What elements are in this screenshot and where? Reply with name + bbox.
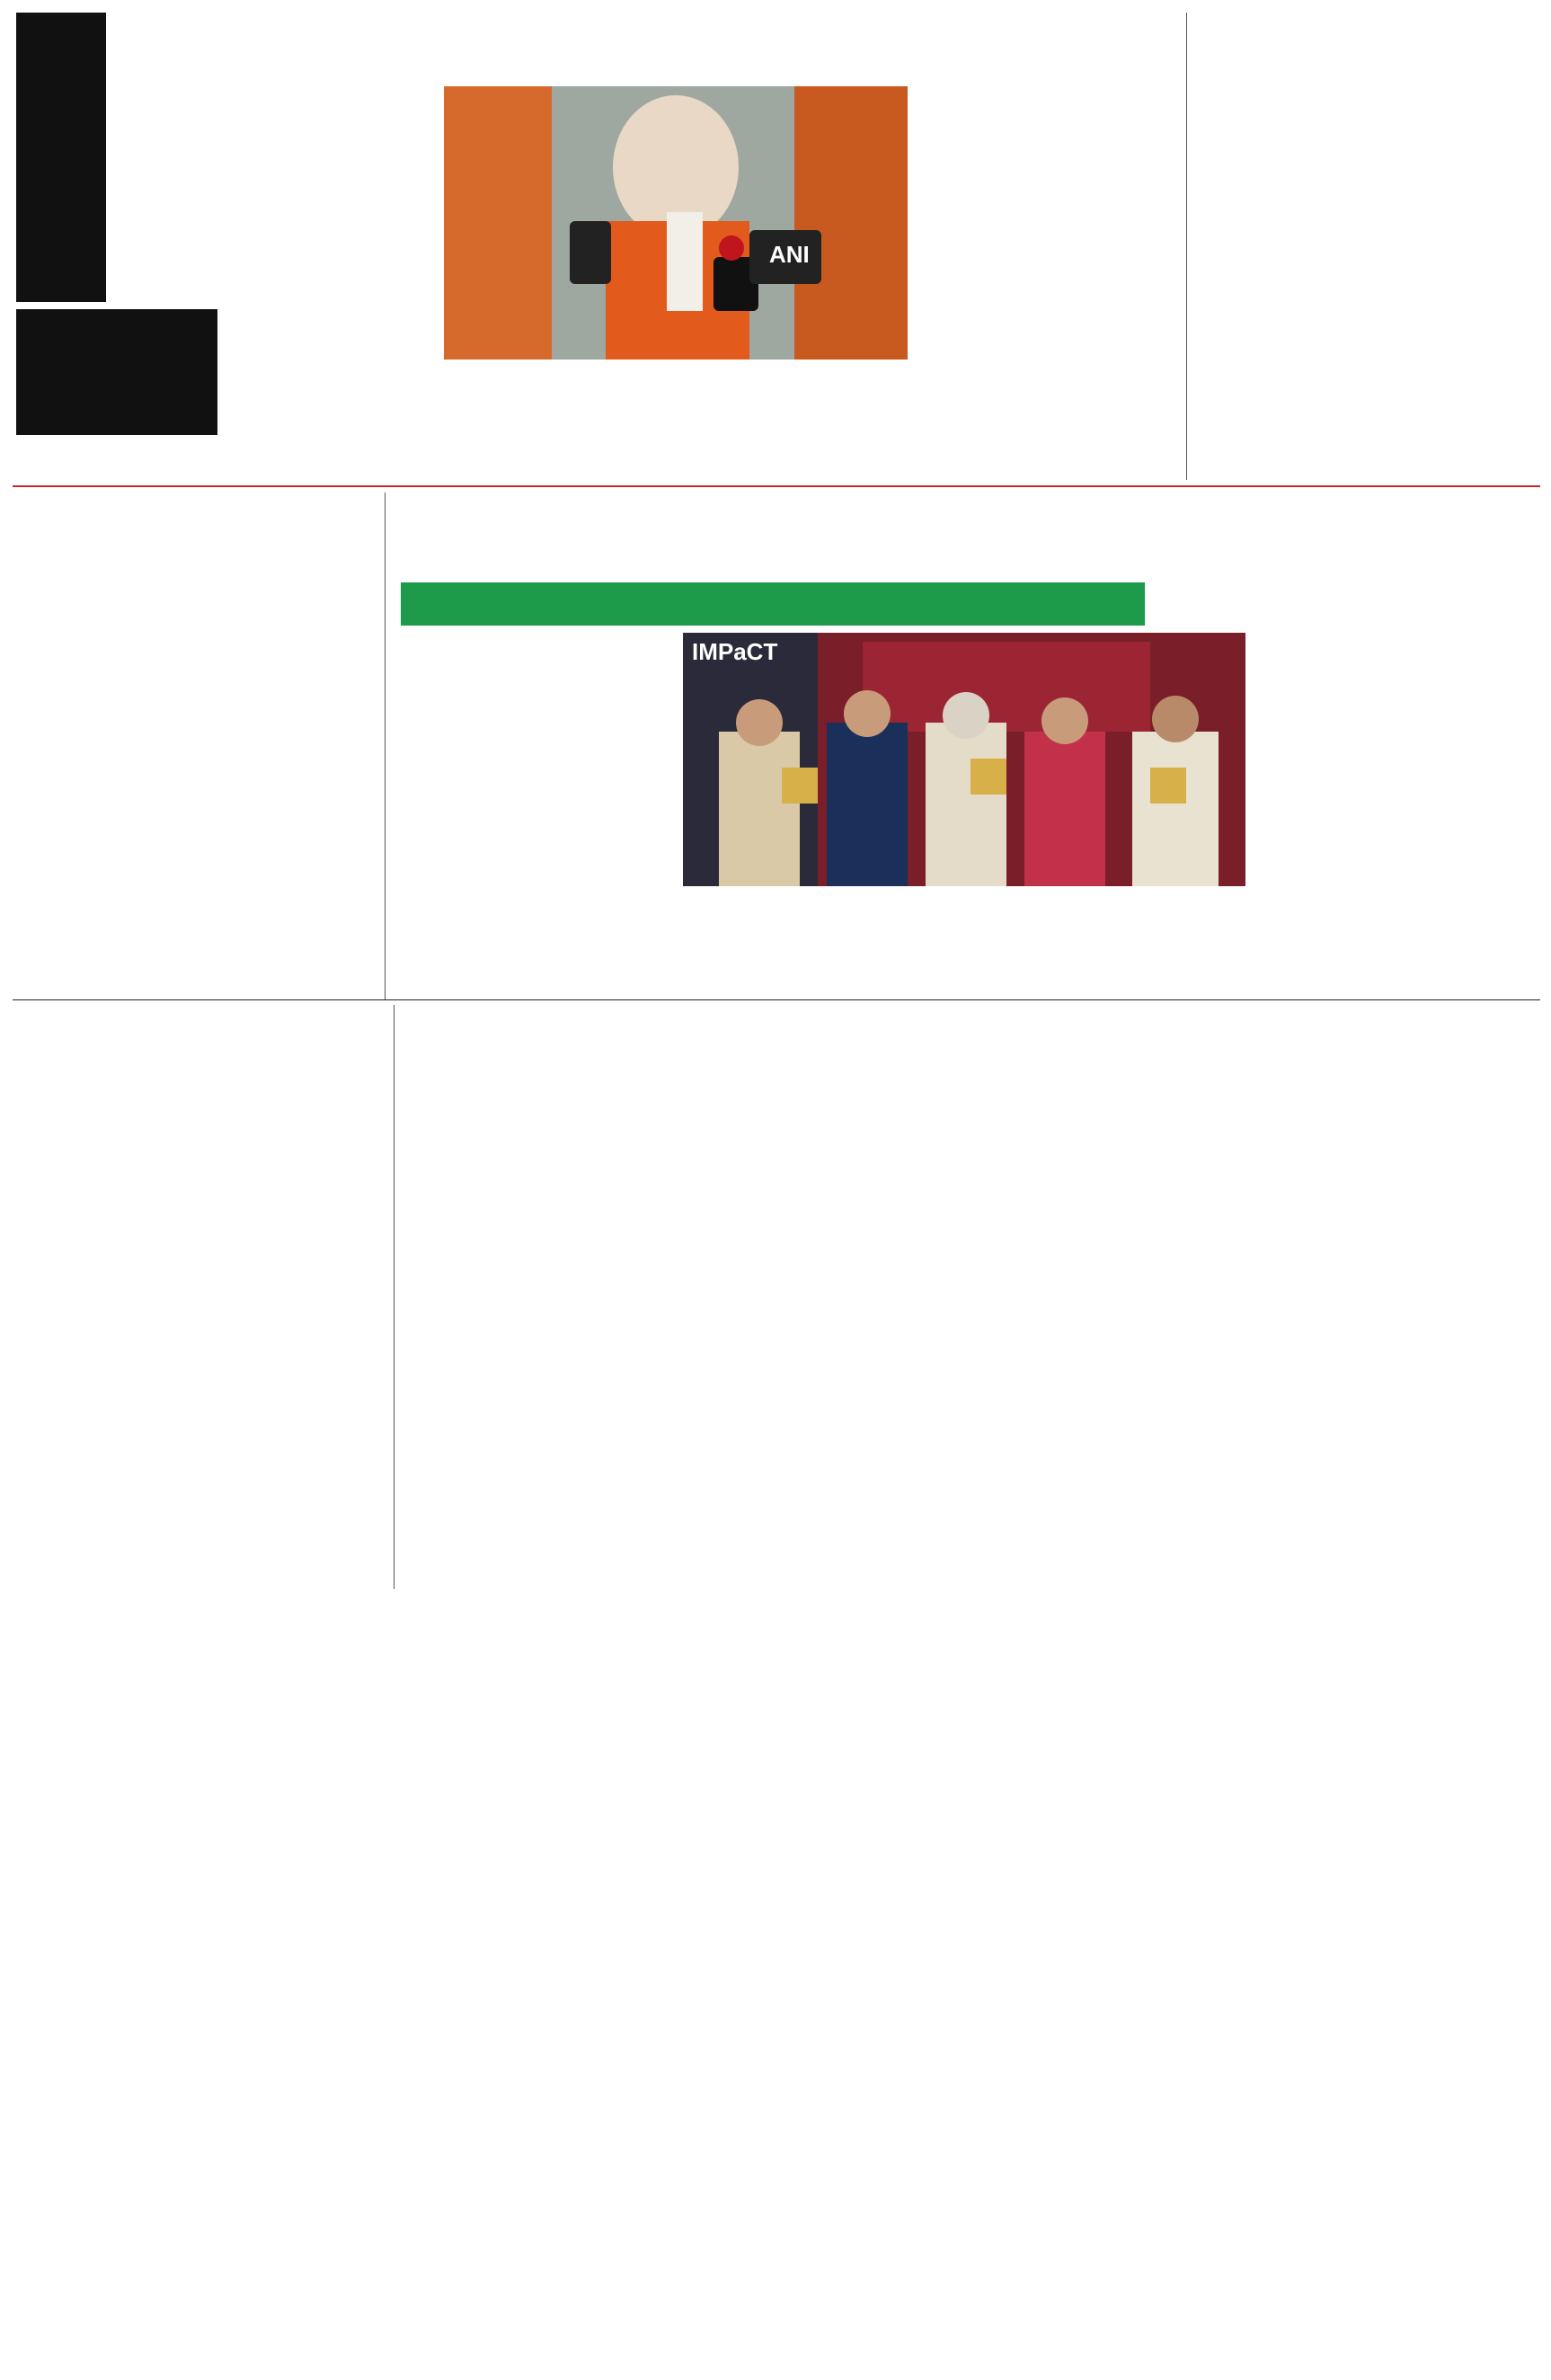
divider: [385, 493, 386, 999]
s5-body: [13, 1120, 390, 1289]
s1-photo: [444, 86, 908, 360]
s3-body: [13, 530, 377, 996]
masthead-date-box: [16, 309, 217, 435]
award-photo: [683, 633, 1245, 886]
s6-photo: [403, 1071, 771, 1072]
s4-col3: [967, 890, 1245, 996]
section-rule: [13, 999, 1540, 1000]
svg-text:IMPaCT: IMPaCT: [692, 638, 778, 665]
s6-col1: [401, 1061, 800, 1587]
s5-body2: [13, 1391, 390, 1584]
s2-body: [1195, 147, 1540, 480]
masthead-title-line2: [115, 35, 198, 314]
s6-police-photo: [399, 1068, 773, 1069]
s1-col1: [223, 75, 430, 480]
s4-col1: [401, 633, 670, 996]
s4-subhead-bar: [401, 582, 1145, 626]
svg-text:ANI: ANI: [769, 241, 810, 268]
s1-col2: [444, 363, 669, 480]
s4-col2: [683, 890, 953, 996]
s4-col4: [1260, 584, 1540, 996]
s1-col4: [927, 75, 1179, 480]
masthead: [13, 9, 217, 485]
seer-photo: [444, 86, 908, 360]
section-rule: [13, 485, 1540, 487]
masthead-logo: [13, 9, 217, 306]
s4-photo: [683, 633, 1245, 886]
s1-col3: [683, 363, 908, 480]
masthead-title-line1: [14, 37, 101, 315]
divider: [1186, 13, 1187, 480]
